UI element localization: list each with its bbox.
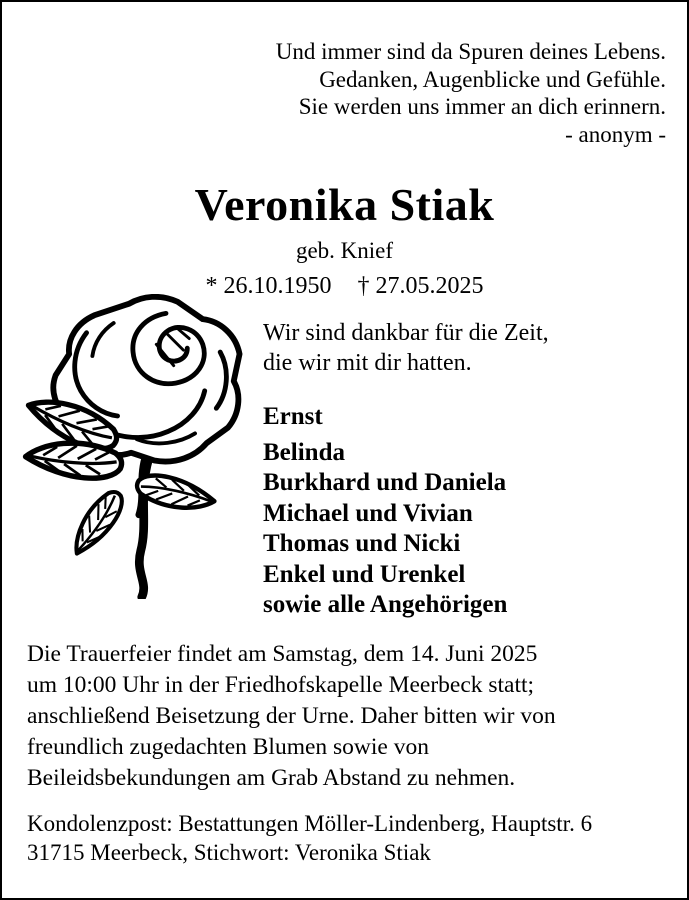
tribute-line-2: die wir mit dir hatten. [263, 350, 472, 376]
mourner-name: Enkel und Urenkel [263, 560, 466, 588]
tribute-and-mourners [263, 294, 549, 621]
poem-line-3: Sie werden uns immer an dich erinnern. [298, 94, 666, 119]
poem-line-1: Und immer sind da Spuren deines Lebens. [275, 39, 666, 64]
mourner-name: Michael und Vivian [263, 499, 473, 527]
death-date: † 27.05.2025 [357, 273, 484, 299]
middle-section [2, 294, 687, 621]
funeral-line-3: anschließend Beisetzung der Urne. Daher bitten wir von [27, 702, 556, 729]
poem [2, 38, 666, 148]
poem-line-2: Gedanken, Augenblicke und Gefühle. [319, 66, 666, 92]
funeral-details [27, 639, 667, 794]
condolence-details [27, 809, 667, 867]
mourner-name: sowie alle Angehörigen [263, 591, 508, 618]
mourner-name: Belinda [263, 438, 345, 466]
birth-date: * 26.10.1950 [205, 273, 332, 299]
condolence-line-2: 31715 Meerbeck, Stichwort: Veronika Stiak [27, 839, 431, 865]
funeral-line-2: um 10:00 Uhr in der Friedhofskapelle Meerbeck statt; [27, 671, 535, 698]
deceased-name: Veronika Stiak [194, 179, 495, 230]
tribute-line-1: Wir sind dankbar für die Zeit, [263, 320, 549, 346]
maiden-name: geb. Knief [295, 238, 394, 263]
funeral-line-4: freundlich zugedachten Blumen sowie von [27, 733, 429, 760]
condolence-line-1: Kondolenzpost: Bestattungen Möller-Lindenberg, Hauptstr. 6 [27, 810, 593, 836]
funeral-line-1: Die Trauerfeier findet am Samstag, dem 14. Juni 2025 [27, 640, 538, 667]
rose-illustration [17, 294, 252, 599]
funeral-line-5: Beileidsbekundungen am Grab Abstand zu nehmen. [27, 764, 516, 791]
mourner-name: Thomas und Nicki [263, 530, 461, 557]
mourner-name: Burkhard und Daniela [263, 469, 507, 496]
tribute-text [263, 318, 549, 378]
mourner-primary: Ernst [263, 403, 323, 430]
poem-attribution: - anonym - [565, 121, 666, 147]
